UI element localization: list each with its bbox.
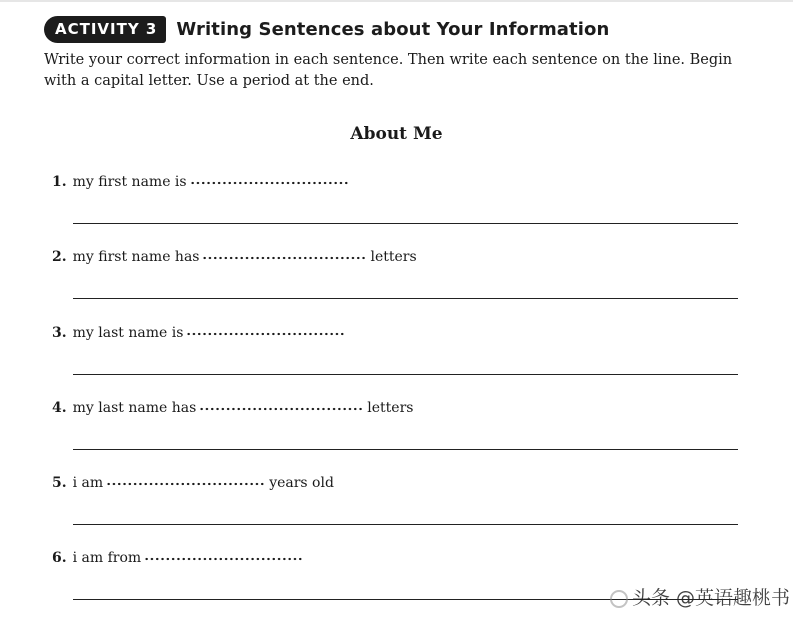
fill-in-blank[interactable] — [190, 176, 350, 186]
instructions-text: Write your correct information in each sentence. Then write each sentence on the line. Begin with a capital letter. Use a period at the end. — [44, 52, 733, 89]
activity-title: Writing Sentences about Your Information — [176, 18, 610, 40]
answer-line[interactable] — [73, 223, 738, 224]
watermark-text: 头条 @英语趣桃书 — [632, 587, 791, 609]
answer-line[interactable] — [73, 449, 738, 450]
item-number: 2. — [52, 249, 67, 265]
sentence-item — [52, 174, 353, 190]
item-number: 3. — [52, 325, 67, 341]
item-suffix: years old — [269, 475, 334, 491]
sentence-item — [52, 249, 417, 265]
item-prompt: my last name has — [72, 400, 197, 416]
item-prompt: i am from — [72, 550, 142, 566]
answer-line[interactable] — [73, 374, 738, 375]
item-prompt: my last name is — [72, 325, 184, 341]
sentence-item — [52, 475, 334, 491]
activity-badge: ACTIVITY 3 — [44, 16, 166, 43]
top-border — [0, 0, 793, 2]
item-number: 4. — [52, 400, 67, 416]
item-number: 1. — [52, 174, 67, 190]
item-suffix: letters — [367, 400, 414, 416]
fill-in-blank[interactable] — [106, 477, 266, 487]
sentence-item — [52, 325, 349, 341]
sentence-item — [52, 400, 413, 416]
watermark-icon — [610, 590, 628, 608]
fill-in-blank[interactable] — [202, 251, 367, 261]
fill-in-blank[interactable] — [186, 327, 346, 337]
item-number: 6. — [52, 550, 67, 566]
item-prompt: my first name has — [72, 249, 200, 265]
item-prompt: my first name is — [72, 174, 187, 190]
answer-line[interactable] — [73, 298, 738, 299]
section-heading: About Me — [350, 124, 443, 144]
item-prompt: i am — [72, 475, 104, 491]
item-number: 5. — [52, 475, 67, 491]
item-suffix: letters — [370, 249, 417, 265]
answer-line[interactable] — [73, 524, 738, 525]
fill-in-blank[interactable] — [199, 402, 364, 412]
watermark — [610, 583, 790, 610]
sentence-item — [52, 550, 307, 566]
fill-in-blank[interactable] — [144, 552, 304, 562]
activity-header — [44, 15, 609, 43]
